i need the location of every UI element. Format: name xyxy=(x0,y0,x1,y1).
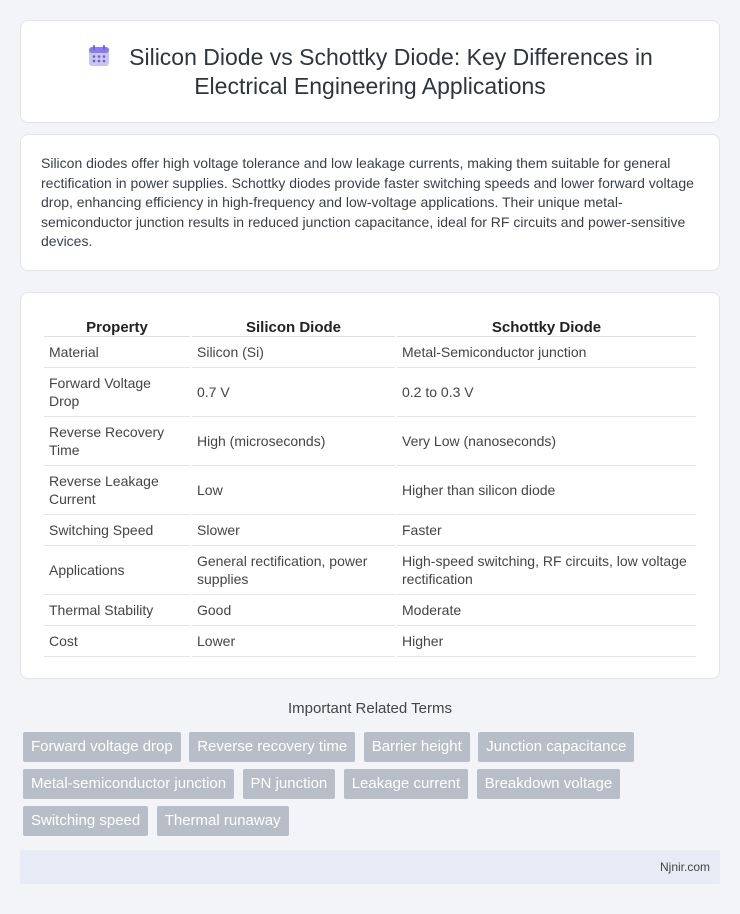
table-cell: Moderate xyxy=(397,595,696,626)
intro-text: Silicon diodes offer high voltage tolerance and low leakage currents, making them suitable for general rectification in power supplies. Schottky diodes provide faster switching speeds and lower forward voltage drop, enhancing efficiency in high-frequency and low-voltage applications. Their unique metal-semiconductor junction results in reduced junction capacitance, ideal for RF circuits and power-sensitive devices. xyxy=(41,155,694,249)
table-cell: High (microseconds) xyxy=(192,417,395,466)
table-cell: Forward Voltage Drop xyxy=(44,368,190,417)
related-term-tag[interactable]: Reverse recovery time xyxy=(189,732,355,762)
related-term-tag[interactable]: Junction capacitance xyxy=(478,732,634,762)
table-cell: Reverse Recovery Time xyxy=(44,417,190,466)
table-cell: Silicon (Si) xyxy=(192,337,395,368)
related-term-tag[interactable]: Leakage current xyxy=(344,769,468,799)
footer-site[interactable]: Njnir.com xyxy=(659,860,710,874)
title-card xyxy=(20,20,720,123)
header-property: Property xyxy=(44,315,190,337)
table-row xyxy=(44,595,696,626)
table-cell: Higher xyxy=(397,626,696,657)
table-cell: Reverse Leakage Current xyxy=(44,466,190,515)
table-cell: Low xyxy=(192,466,395,515)
table-cell: 0.7 V xyxy=(192,368,395,417)
table-cell: Applications xyxy=(44,546,190,595)
table-cell: Switching Speed xyxy=(44,515,190,546)
header-silicon: Silicon Diode xyxy=(192,315,395,337)
table-row xyxy=(44,546,696,595)
table-cell: 0.2 to 0.3 V xyxy=(397,368,696,417)
table-cell: High-speed switching, RF circuits, low voltage rectification xyxy=(397,546,696,595)
table-cell: Very Low (nanoseconds) xyxy=(397,417,696,466)
table-cell: Cost xyxy=(44,626,190,657)
page-title: Silicon Diode vs Schottky Diode: Key Differences in Electrical Engineering Applications xyxy=(129,43,653,99)
comparison-table xyxy=(42,315,698,657)
table-cell: Lower xyxy=(192,626,395,657)
header-schottky: Schottky Diode xyxy=(397,315,696,337)
table-header-row xyxy=(44,315,696,337)
table-cell: General rectification, power supplies xyxy=(192,546,395,595)
table-cell: Good xyxy=(192,595,395,626)
related-term-tag[interactable]: Breakdown voltage xyxy=(477,769,621,799)
table-cell: Metal-Semiconductor junction xyxy=(397,337,696,368)
table-cell: Slower xyxy=(192,515,395,546)
related-term-tag[interactable]: Metal-semiconductor junction xyxy=(23,769,234,799)
table-row xyxy=(44,337,696,368)
related-term-tag[interactable]: Barrier height xyxy=(364,732,470,762)
table-row xyxy=(44,417,696,466)
related-term-tag[interactable]: Switching speed xyxy=(23,806,148,836)
related-terms-list xyxy=(23,732,703,843)
table-row xyxy=(44,515,696,546)
comparison-table-card xyxy=(20,292,720,679)
table-cell: Higher than silicon diode xyxy=(397,466,696,515)
table-cell: Faster xyxy=(397,515,696,546)
table-row xyxy=(44,466,696,515)
table-cell: Thermal Stability xyxy=(44,595,190,626)
calendar-icon xyxy=(87,44,111,68)
table-row xyxy=(44,368,696,417)
footer xyxy=(20,850,720,884)
related-terms-title: Important Related Terms xyxy=(288,700,452,717)
related-term-tag[interactable]: Thermal runaway xyxy=(157,806,289,836)
intro-card xyxy=(20,134,720,271)
table-cell: Material xyxy=(44,337,190,368)
table-row xyxy=(44,626,696,657)
related-term-tag[interactable]: Forward voltage drop xyxy=(23,732,181,762)
related-term-tag[interactable]: PN junction xyxy=(243,769,336,799)
